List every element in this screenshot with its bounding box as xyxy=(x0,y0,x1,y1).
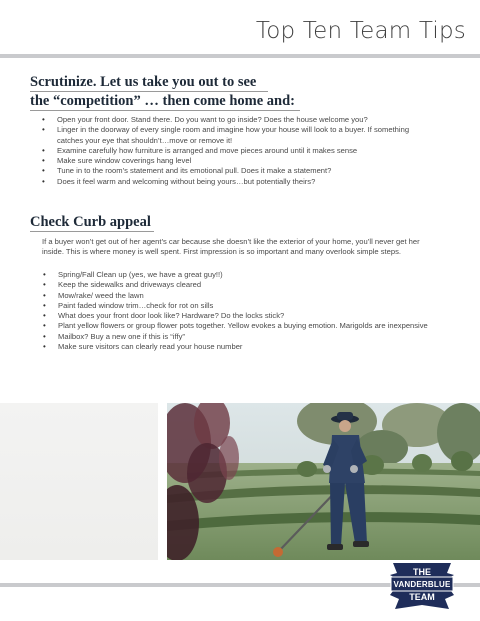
list-item: • Open your front door. Stand there. Do you want to go inside? Does the house welcome you? xyxy=(41,115,431,125)
section1-heading-line1: Scrutinize. Let us take you out to see xyxy=(30,74,257,90)
logo-text-team: TEAM xyxy=(409,592,435,602)
list-item: • What does your front door look like? Hardware? Do the locks stick? xyxy=(42,311,432,321)
logo-text-vanderblue: VANDERBLUE xyxy=(393,580,451,589)
list-item: • Tune in to the room’s statement and its emotional pull. Does it make a statement? xyxy=(41,166,431,176)
blank-photo-panel xyxy=(0,403,158,560)
list-item: • Mow/rake/ weed the lawn xyxy=(42,291,432,301)
heading-underline xyxy=(30,231,154,232)
list-item: • Paint faded window trim…check for rot on sills xyxy=(42,301,432,311)
logo-text-the: THE xyxy=(413,567,431,577)
heading-underline xyxy=(30,110,300,111)
list-item: • Examine carefully how furniture is arranged and move pieces around until it makes sense xyxy=(41,146,431,156)
list-item: • Make sure visitors can clearly read your house number xyxy=(42,342,432,352)
top-divider xyxy=(0,54,480,58)
list-item: • Does it feel warm and welcoming without being yours…but potentially theirs? xyxy=(41,177,431,187)
gardener-photo xyxy=(167,403,480,560)
list-item: • Plant yellow flowers or group flower pots together. Yellow evokes a buying emotion. Marigolds are inexpensive xyxy=(42,321,432,331)
section2-heading: Check Curb appeal xyxy=(30,214,151,230)
list-item: • Make sure window coverings hang level xyxy=(41,156,431,166)
heading-underline xyxy=(30,91,268,92)
page-title: Top Ten Team Tips xyxy=(255,18,466,44)
section2-paragraph: If a buyer won’t get out of her agent’s car because she doesn’t like the exterior of your home, you’ll never get her inside. This is where money is well spent. First impression is so important and many overlook simple steps. xyxy=(42,237,420,257)
section2-bullet-list xyxy=(42,270,432,352)
list-item: • Keep the sidewalks and driveways cleared xyxy=(42,280,432,290)
vanderblue-team-logo xyxy=(387,561,457,611)
section1-bullet-list xyxy=(41,115,431,187)
section1-heading-line2: the “competition” … then come home and: xyxy=(30,93,296,109)
list-item: • Linger in the doorway of every single room and imagine how your house will look to a buyer. If something catches your eye that shouldn’t…move or remove it! xyxy=(41,125,431,146)
list-item: • Mailbox? Buy a new one if this is “iffy” xyxy=(42,332,432,342)
list-item: • Spring/Fall Clean up (yes, we have a great guy!!) xyxy=(42,270,432,280)
